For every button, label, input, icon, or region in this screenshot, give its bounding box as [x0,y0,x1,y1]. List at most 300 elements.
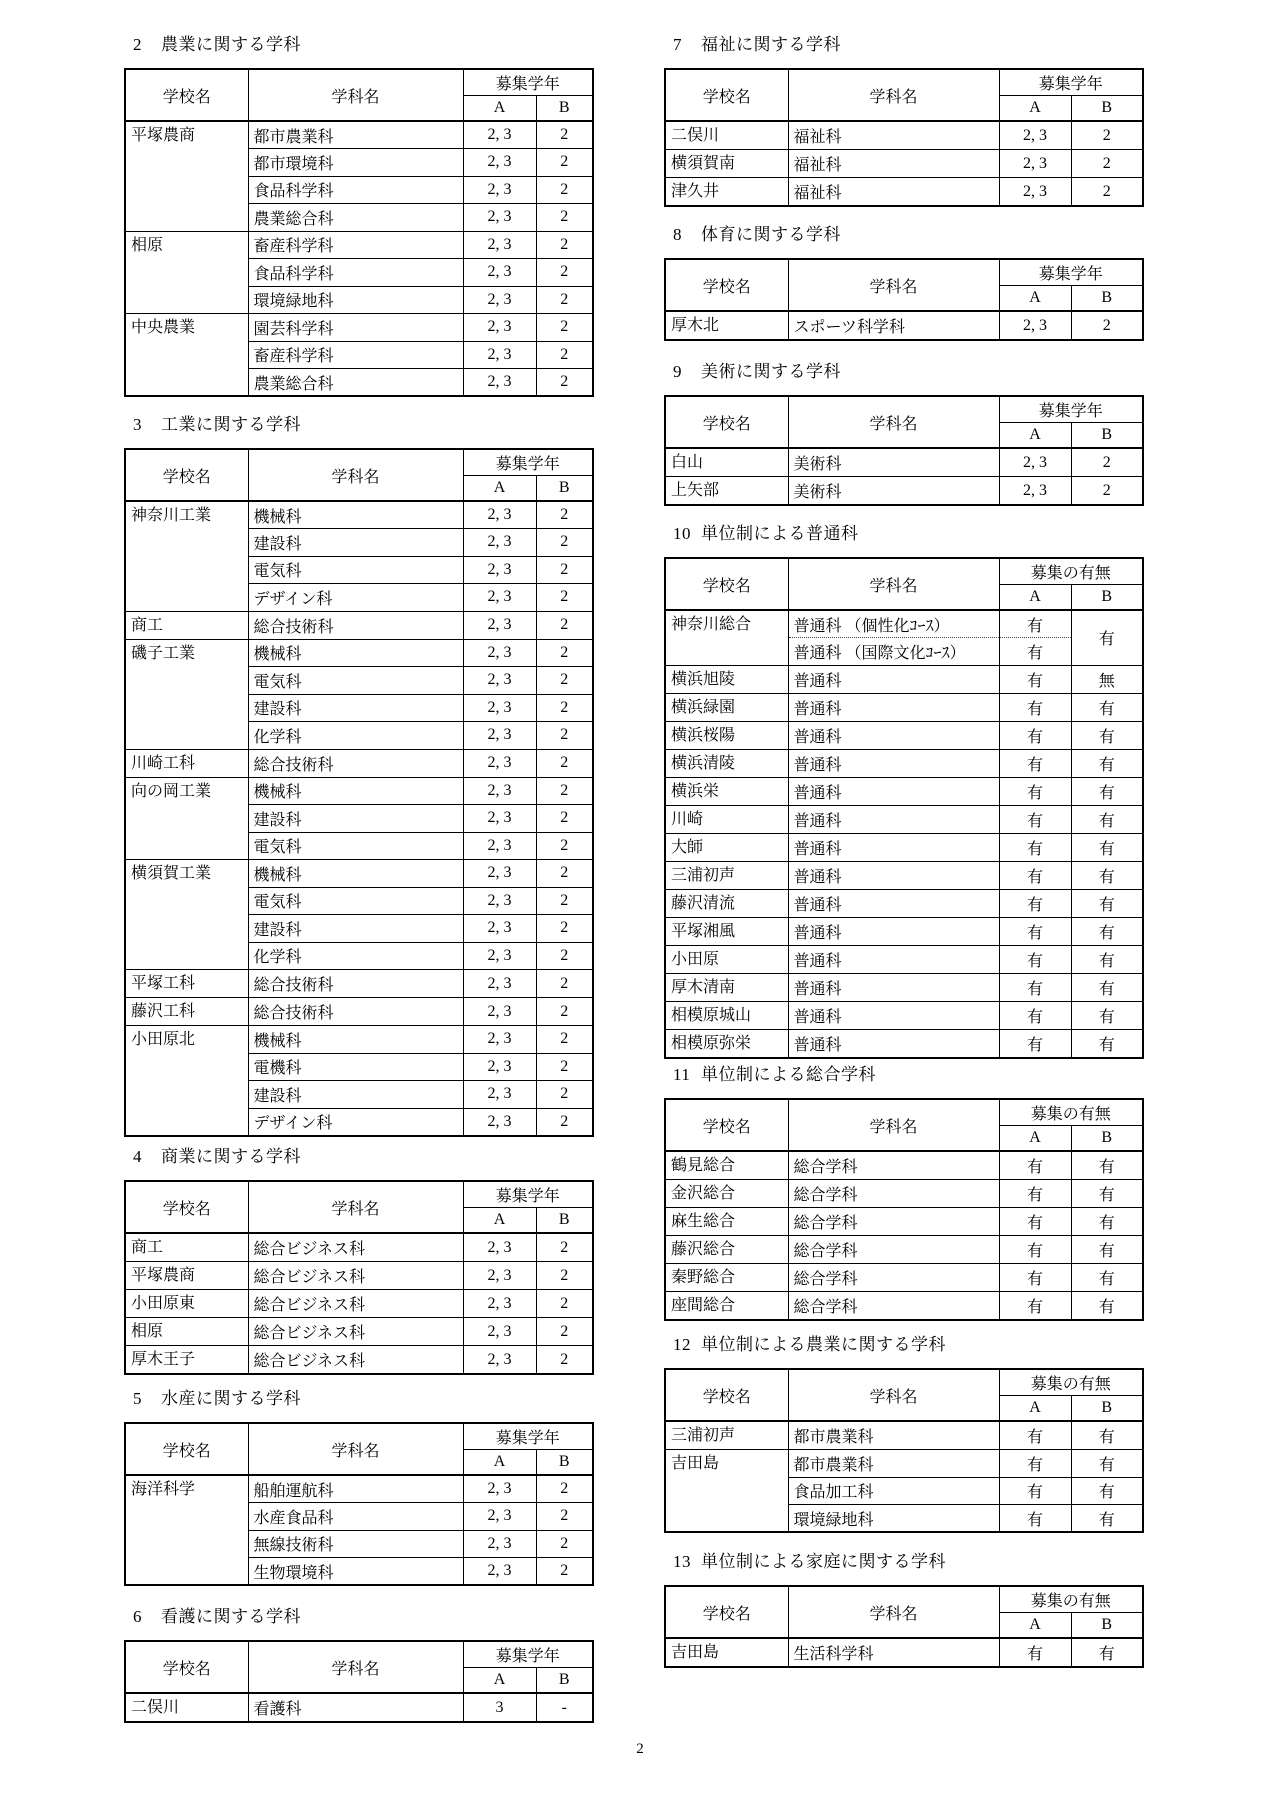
table-row [665,311,1143,340]
table-row [665,1151,1143,1180]
department-cell: 総合ビジネス科 [248,1233,463,1262]
department-cell: 総合学科 [788,1292,999,1321]
table-row [665,1292,1143,1321]
recruit-a-cell: 有 [999,693,1071,721]
departments-table [124,448,594,1137]
header-recruit: 募集学年 [463,69,593,95]
school-cell: 厚木清南 [665,973,788,1001]
table-row [665,973,1143,1001]
recruit-b-cell: 2 [536,501,593,529]
school-cell: 川崎 [665,805,788,833]
recruit-a-cell: 2, 3 [463,259,536,287]
department-cell: 食品科学科 [248,176,463,204]
school-cell: 商工 [125,611,248,639]
header-department-name: 学科名 [248,449,463,501]
header-department-name: 学科名 [788,558,999,610]
table-row [125,1475,593,1503]
table-row [665,150,1143,178]
departments-table [664,68,1144,207]
table-row [665,121,1143,150]
recruit-b-cell: 2 [536,1530,593,1558]
header-recruit: 募集学年 [463,1423,593,1449]
recruit-b-cell: 2 [536,722,593,750]
table-row [665,1180,1143,1208]
recruit-b-cell: 2 [536,1558,593,1586]
header-department-name: 学科名 [248,69,463,121]
header-recruit: 募集の有無 [999,1369,1143,1395]
table-row [665,1421,1143,1450]
school-cell: 横須賀工業 [125,860,248,970]
recruit-b-cell: 2 [536,286,593,314]
department-cell: 電機科 [248,1053,463,1081]
department-cell: 普通科 （国際文化ｺｰｽ） [788,638,999,666]
department-cell: 普通科 [788,1029,999,1058]
header-department-name: 学科名 [788,396,999,448]
recruit-a-cell: 有 [999,721,1071,749]
school-cell: 横浜清陵 [665,749,788,777]
table-row [125,1262,593,1290]
recruit-b-cell: 2 [536,777,593,805]
section-title [664,1550,1144,1574]
recruit-b-cell: 有 [1071,1292,1143,1321]
department-cell: 農業総合科 [248,204,463,232]
recruit-a-cell: 2, 3 [463,341,536,369]
header-col-a: A [999,1395,1071,1421]
recruit-b-cell: 2 [536,176,593,204]
table-header [125,1181,593,1233]
table-row [125,231,593,259]
recruit-b-cell: 2 [536,204,593,232]
department-cell: 畜産科学科 [248,231,463,259]
recruit-b-cell: 有 [1071,833,1143,861]
recruit-b-cell: 2 [536,970,593,998]
recruit-a-cell: 2, 3 [463,1262,536,1290]
school-cell: 大師 [665,833,788,861]
school-cell: 川崎工科 [125,749,248,777]
recruit-a-cell: 2, 3 [463,970,536,998]
table-row [665,1001,1143,1029]
section-heading-text: 農業に関する学科 [161,35,301,54]
header-recruit: 募集の有無 [999,1099,1143,1125]
department-cell: 総合学科 [788,1236,999,1264]
recruit-b-cell: 有 [1071,721,1143,749]
header-col-a: A [999,584,1071,610]
section-heading-text: 単位制による農業に関する学科 [701,1335,946,1354]
header-department-name: 学科名 [248,1423,463,1475]
department-cell: 看護科 [248,1693,463,1722]
recruit-a-cell: 2, 3 [463,694,536,722]
recruit-a-cell: 2, 3 [463,998,536,1026]
header-department-name: 学科名 [248,1181,463,1233]
header-col-b: B [536,1667,593,1693]
school-cell: 津久井 [665,178,788,207]
header-recruit: 募集学年 [999,69,1143,95]
department-cell: 普通科 [788,973,999,1001]
recruit-b-cell: 2 [536,529,593,557]
recruit-b-cell: 有 [1071,945,1143,973]
recruit-a-cell: 2, 3 [463,556,536,584]
recruit-a-cell: 2, 3 [463,1108,536,1136]
departments-table [124,68,594,397]
department-cell: 電気科 [248,556,463,584]
school-cell: 小田原 [665,945,788,973]
recruit-a-cell: 2, 3 [463,915,536,943]
header-col-a: A [463,475,536,501]
school-cell: 秦野総合 [665,1264,788,1292]
recruit-a-cell: 2, 3 [463,1081,536,1109]
table-header [125,1641,593,1693]
department-cell: 総合学科 [788,1180,999,1208]
recruit-a-cell: 2, 3 [463,667,536,695]
school-cell: 鶴見総合 [665,1151,788,1180]
table-row [125,1026,593,1054]
school-cell: 相原 [125,231,248,314]
recruit-b-cell: 有 [1071,1029,1143,1058]
recruit-a-cell: 3 [463,1693,536,1722]
table-header [665,259,1143,311]
table-row [125,777,593,805]
recruit-a-cell: 有 [999,917,1071,945]
department-cell: 船舶運航科 [248,1475,463,1503]
table-body [665,1151,1143,1320]
recruit-b-cell: 2 [536,860,593,888]
table-row [125,860,593,888]
section-7 [664,33,1144,207]
recruit-b-cell: 2 [1071,311,1143,340]
section-heading-text: 工業に関する学科 [161,415,301,434]
section-number: 3 [133,415,142,434]
recruit-a-cell: 有 [999,973,1071,1001]
recruit-a-cell: 2, 3 [463,860,536,888]
recruit-b-cell: 2 [1071,150,1143,178]
section-heading-text: 福祉に関する学科 [701,35,841,54]
header-department-name: 学科名 [788,1099,999,1151]
page-number: 2 [636,1741,644,1757]
recruit-b-cell: 2 [536,1108,593,1136]
departments-table [664,1585,1144,1668]
header-col-b: B [1071,584,1143,610]
department-cell: 電気科 [248,667,463,695]
section-number: 11 [673,1065,691,1084]
recruit-a-cell: 有 [999,1450,1071,1478]
recruit-b-cell: 2 [1071,178,1143,207]
header-school-name: 学校名 [665,558,788,610]
table-body [665,1421,1143,1532]
department-cell: 建設科 [248,805,463,833]
department-cell: 総合ビジネス科 [248,1318,463,1346]
recruit-b-cell: 有 [1071,777,1143,805]
recruit-a-cell: 2, 3 [999,178,1071,207]
header-col-b: B [536,1207,593,1233]
recruit-a-cell: 有 [999,1505,1071,1533]
recruit-b-cell: 有 [1071,1477,1143,1505]
school-cell: 神奈川総合 [665,610,788,665]
department-cell: 建設科 [248,694,463,722]
department-cell: デザイン科 [248,1108,463,1136]
department-cell: 無線技術科 [248,1530,463,1558]
header-recruit: 募集学年 [463,1181,593,1207]
department-cell: 建設科 [248,529,463,557]
section-2 [124,33,594,397]
department-cell: 総合技術科 [248,970,463,998]
table-body [125,501,593,1136]
table-body [665,121,1143,206]
recruit-b-cell: 2 [536,694,593,722]
section-number: 2 [133,35,142,54]
table-row [665,178,1143,207]
recruit-b-cell: 2 [1071,477,1143,506]
recruit-a-cell: 2, 3 [463,1053,536,1081]
section-number: 10 [673,524,691,543]
table-body [665,448,1143,505]
recruit-a-cell: 有 [999,638,1071,666]
header-col-a: A [999,95,1071,121]
section-heading-text: 水産に関する学科 [161,1389,301,1408]
recruit-b-cell: 2 [536,611,593,639]
school-cell: 上矢部 [665,477,788,506]
table-row [125,970,593,998]
header-school-name: 学校名 [125,1181,248,1233]
recruit-a-cell: 有 [999,749,1071,777]
section-9 [664,360,1144,506]
table-body [125,1233,593,1374]
departments-table [664,1368,1144,1533]
recruit-b-cell: 有 [1071,749,1143,777]
department-cell: 環境緑地科 [248,286,463,314]
recruit-a-cell: 2, 3 [463,832,536,860]
school-cell: 横浜栄 [665,777,788,805]
recruit-a-cell: 有 [999,945,1071,973]
section-heading-text: 美術に関する学科 [701,362,841,381]
header-school-name: 学校名 [125,1641,248,1693]
departments-table [664,395,1144,506]
recruit-b-cell: 有 [1071,1450,1143,1478]
header-col-b: B [1071,285,1143,311]
header-school-name: 学校名 [665,1099,788,1151]
section-4 [124,1145,594,1375]
section-heading-text: 体育に関する学科 [701,225,841,244]
recruit-a-cell: 有 [999,1029,1071,1058]
table-row [125,314,593,342]
recruit-a-cell: 2, 3 [463,611,536,639]
header-school-name: 学校名 [125,69,248,121]
recruit-a-cell: 2, 3 [463,1026,536,1054]
section-10 [664,522,1144,1059]
table-row [125,1318,593,1346]
table-row [665,1029,1143,1058]
header-col-a: A [999,1612,1071,1638]
department-cell: 普通科 [788,945,999,973]
department-cell: 普通科 （個性化ｺｰｽ） [788,610,999,638]
table-body [125,1475,593,1585]
school-cell: 小田原北 [125,1026,248,1136]
header-col-b: B [1071,422,1143,448]
department-cell: 普通科 [788,749,999,777]
header-school-name: 学校名 [125,449,248,501]
school-cell: 二俣川 [665,121,788,150]
school-cell: 吉田島 [665,1450,788,1533]
recruit-b-cell: 2 [536,259,593,287]
header-col-a: A [999,285,1071,311]
table-body [665,1638,1143,1667]
recruit-a-cell: 2, 3 [463,1558,536,1586]
header-recruit: 募集学年 [999,259,1143,285]
header-col-b: B [1071,1612,1143,1638]
recruit-b-cell: 2 [536,231,593,259]
section-title [124,413,594,437]
department-cell: 都市農業科 [248,121,463,149]
recruit-a-cell: 有 [999,1001,1071,1029]
school-cell: 藤沢総合 [665,1236,788,1264]
recruit-a-cell: 2, 3 [999,448,1071,477]
school-cell: 平塚農商 [125,1262,248,1290]
table-row [665,945,1143,973]
section-number: 6 [133,1607,142,1626]
recruit-a-cell: 有 [999,833,1071,861]
recruit-a-cell: 2, 3 [463,1503,536,1531]
table-row [665,1638,1143,1667]
recruit-a-cell: 有 [999,1477,1071,1505]
department-cell: 生活科学科 [788,1638,999,1667]
table-row [125,501,593,529]
recruit-a-cell: 有 [999,1421,1071,1450]
department-cell: 総合学科 [788,1208,999,1236]
school-cell: 横浜桜陽 [665,721,788,749]
header-school-name: 学校名 [665,1586,788,1638]
table-row [125,1693,593,1722]
section-title [664,1063,1144,1087]
recruit-b-cell: 2 [536,556,593,584]
school-cell: 相模原城山 [665,1001,788,1029]
department-cell: 総合技術科 [248,749,463,777]
school-cell: 海洋科学 [125,1475,248,1585]
table-header [665,69,1143,121]
recruit-a-cell: 有 [999,665,1071,693]
department-cell: 総合学科 [788,1264,999,1292]
section-heading-text: 商業に関する学科 [161,1147,301,1166]
recruit-a-cell: 有 [999,1292,1071,1321]
recruit-b-cell: 2 [536,1475,593,1503]
department-cell: 総合技術科 [248,611,463,639]
recruit-a-cell: 有 [999,1236,1071,1264]
school-cell: 平塚湘風 [665,917,788,945]
recruit-b-cell: 無 [1071,665,1143,693]
department-cell: 普通科 [788,1001,999,1029]
recruit-a-cell: 2, 3 [463,286,536,314]
recruit-a-cell: 2, 3 [999,150,1071,178]
recruit-a-cell: 有 [999,889,1071,917]
recruit-b-cell: 有 [1071,973,1143,1001]
section-8 [664,223,1144,341]
header-school-name: 学校名 [125,1423,248,1475]
recruit-b-cell: 2 [1071,121,1143,150]
department-cell: 総合ビジネス科 [248,1262,463,1290]
department-cell: 建設科 [248,1081,463,1109]
section-number: 8 [673,225,682,244]
recruit-b-cell: 2 [536,1318,593,1346]
department-cell: 普通科 [788,889,999,917]
recruit-a-cell: 2, 3 [463,1233,536,1262]
recruit-a-cell: 2, 3 [463,1530,536,1558]
header-col-b: B [536,1449,593,1475]
department-cell: 機械科 [248,501,463,529]
department-cell: 生物環境科 [248,1558,463,1586]
table-row [125,1346,593,1375]
recruit-a-cell: 有 [999,1264,1071,1292]
department-cell: 化学科 [248,722,463,750]
department-cell: 都市農業科 [788,1450,999,1478]
recruit-b-cell: 2 [536,1290,593,1318]
table-row [665,889,1143,917]
table-row [665,665,1143,693]
header-col-a: A [999,422,1071,448]
department-cell: 環境緑地科 [788,1505,999,1533]
header-school-name: 学校名 [665,259,788,311]
table-row [665,805,1143,833]
section-number: 7 [673,35,682,54]
departments-table [664,557,1144,1059]
school-cell: 神奈川工業 [125,501,248,611]
department-cell: 園芸科学科 [248,314,463,342]
recruit-a-cell: 2, 3 [463,1318,536,1346]
header-col-a: A [999,1125,1071,1151]
section-title [124,33,594,57]
department-cell: 普通科 [788,861,999,889]
department-cell: 普通科 [788,693,999,721]
table-row [125,639,593,667]
recruit-b-cell: 2 [536,121,593,149]
recruit-b-cell: 有 [1071,917,1143,945]
recruit-b-cell: 2 [536,149,593,177]
table-row [665,749,1143,777]
section-title [664,1333,1144,1357]
header-department-name: 学科名 [788,1369,999,1421]
section-title [664,360,1144,384]
school-cell: 相模原弥栄 [665,1029,788,1058]
school-cell: 二俣川 [125,1693,248,1722]
recruit-b-cell: 2 [536,749,593,777]
school-cell: 横須賀南 [665,150,788,178]
recruit-b-cell: 有 [1071,1208,1143,1236]
recruit-a-cell: 2, 3 [999,121,1071,150]
table-row [125,121,593,149]
recruit-a-cell: 有 [999,1638,1071,1667]
recruit-a-cell: 2, 3 [463,314,536,342]
school-cell: 金沢総合 [665,1180,788,1208]
header-department-name: 学科名 [248,1641,463,1693]
department-cell: 総合技術科 [248,998,463,1026]
recruit-b-cell: 有 [1071,1001,1143,1029]
recruit-a-cell: 2, 3 [463,777,536,805]
table-row [665,721,1143,749]
departments-table [124,1640,594,1723]
section-title [664,223,1144,247]
department-cell: 機械科 [248,1026,463,1054]
department-cell: 美術科 [788,477,999,506]
recruit-b-cell: 2 [536,1503,593,1531]
section-heading-text: 看護に関する学科 [161,1607,301,1626]
school-cell: 平塚農商 [125,121,248,231]
recruit-a-cell: 有 [999,1208,1071,1236]
recruit-b-cell: 2 [536,1053,593,1081]
section-title [124,1387,594,1411]
recruit-a-cell: 2, 3 [463,1346,536,1375]
recruit-b-cell: 2 [536,942,593,970]
department-cell: 普通科 [788,917,999,945]
recruit-a-cell: 2, 3 [463,529,536,557]
table-row [665,861,1143,889]
recruit-b-cell: 2 [536,998,593,1026]
